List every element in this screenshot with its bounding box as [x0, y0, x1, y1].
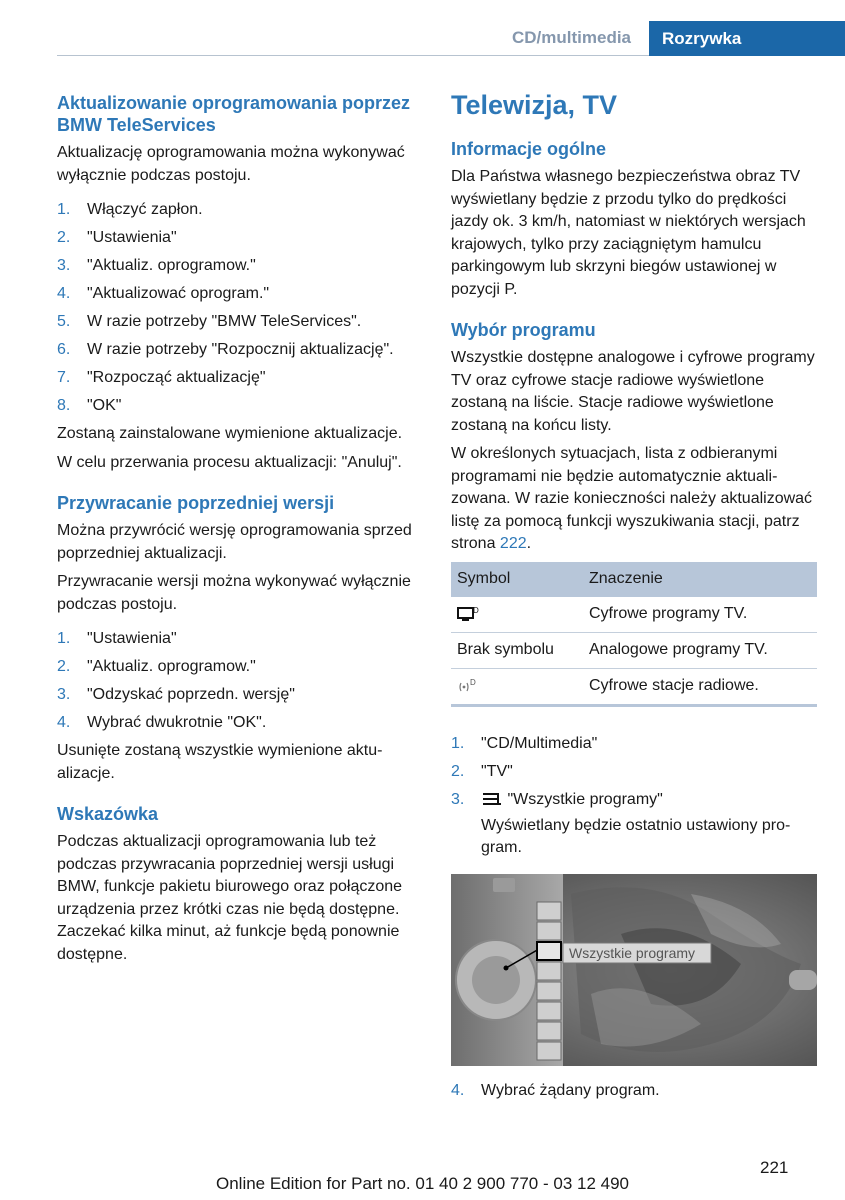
- list-item: 3. "Wszystkie programy": [451, 790, 663, 808]
- list-item: 3. "Aktualiz. oprogramow.": [57, 257, 256, 274]
- section-title-note: Wskazówka: [57, 804, 159, 824]
- list-icon: [481, 791, 503, 807]
- list-item: 4. Wybrać dwukrotnie "OK".: [57, 714, 267, 731]
- page-link[interactable]: 222: [499, 535, 527, 552]
- idrive-screen-image: [451, 874, 817, 1066]
- list-item: 6. W razie potrzeby "Rozpocznij aktualizację".: [57, 341, 394, 358]
- step-note: Wyświetlany będzie ostatnio ustawiony program.: [481, 816, 791, 856]
- header-section: CD/multimedia: [511, 28, 632, 47]
- paragraph: Podczas aktualizacji oprogramowania lub też podczas przywracania poprzedniej wersji usługi BMW, funkcje pakietu biurowego oraz połączone urządzenia przez krótki czas nie będą dostępne. Zaczekać kilka minut, aż funkcje będą ponownie dostępne.: [57, 833, 403, 963]
- list-item: 2. "Ustawienia": [57, 229, 177, 246]
- digital-tv-icon: [457, 605, 481, 623]
- table-row: D Cyfrowe stacje radiowe.: [451, 668, 817, 705]
- section-title-program-select: Wybór programu: [451, 320, 596, 340]
- list-item: 2. "Aktualiz. oprogramow.": [57, 658, 256, 675]
- paragraph: Można przywrócić wersję oprogramowania sprzed poprzedniej aktualizacji.: [57, 522, 412, 562]
- list-item: 3. "Odzyskać poprzedn. wersję": [57, 686, 295, 703]
- paragraph: Przywracanie wersji można wykonywać wyłącznie podczas postoju.: [57, 573, 411, 613]
- edition-footer: Online Edition for Part no. 01 40 2 900 770 - 03 12 490: [215, 1174, 629, 1193]
- svg-text:D: D: [470, 677, 476, 687]
- left-column: [57, 88, 423, 966]
- list-item: 1. "Ustawienia": [57, 630, 177, 647]
- svg-text:D: D: [473, 605, 479, 615]
- list-item: 8. "OK": [57, 397, 122, 414]
- table-row: D Cyfrowe programy TV.: [451, 597, 817, 633]
- list-item: 1. Włączyć zapłon.: [57, 201, 203, 218]
- list-item: 4. "Aktualizować oprogram.": [57, 285, 270, 302]
- paragraph: Dla Państwa własnego bezpieczeństwa obraz TV wyświetlany będzie z przodu tylko do prędkości jazdy ok. 3 km/h, natomiast w niektórych wersjach krajowych, tylko przy zaciągniętym hamulcu parkingowym lub skrzyni biegów ustawionej w pozycji P.: [451, 168, 806, 298]
- paragraph: Zostaną zainstalowane wymienione aktualizacje.: [57, 425, 403, 442]
- list-item: 2. "TV": [451, 762, 513, 780]
- table-header: Znaczenie: [583, 562, 817, 597]
- step-list-tv: [451, 733, 819, 812]
- step-list-restore: [57, 628, 423, 735]
- paragraph: Usunięte zostaną wszystkie wymienione aktualizacje.: [57, 742, 383, 782]
- list-item: 7. "Rozpocząć aktualizację": [57, 369, 266, 386]
- step-list-update: [57, 199, 423, 418]
- step-list-tv-final: [451, 1080, 819, 1103]
- header-rule: [57, 55, 649, 56]
- paragraph: W określonych sytuacjach, lista z odbieranymi programami nie będzie automatycznie aktualizowana. W razie konieczności należy aktualizować listę za pomocą funkcji wyszukiwania stacji, patrz strona 222.: [451, 445, 813, 552]
- paragraph: Aktualizację oprogramowania można wykonywać wyłącznie podczas postoju.: [57, 144, 405, 184]
- digital-radio-icon: [457, 677, 481, 695]
- section-title-general: Informacje ogólne: [451, 139, 607, 159]
- paragraph: W celu przerwania procesu aktualizacji: "Anuluj".: [57, 453, 402, 471]
- page-title: Telewizja, TV: [451, 90, 618, 120]
- symbol-table: [451, 562, 817, 707]
- section-title-teleservices: Aktualizowanie oprogramowania poprzez BMW TeleServices: [57, 93, 411, 135]
- page-number: 221: [760, 1158, 789, 1177]
- right-column: [451, 88, 819, 1108]
- table-row: Brak symbolu Analogowe programy TV.: [451, 632, 817, 668]
- table-header: Symbol: [451, 562, 583, 597]
- list-item: 4. Wybrać żądany program.: [451, 1081, 660, 1099]
- section-title-restore: Przywracanie poprzedniej wersji: [57, 493, 335, 513]
- paragraph: Wszystkie dostępne analogowe i cyfrowe programy TV oraz cyfrowe stacje radiowe wyświetlone zostaną na liście. Stacje radiowe wyświetlone zostaną na końcu listy.: [451, 349, 815, 434]
- screen-illustration: [451, 874, 817, 1066]
- screen-menu-label: Wszystkie programy: [569, 944, 696, 961]
- header-chapter-tab: Rozrywka: [649, 21, 845, 56]
- list-item: 1. "CD/Multimedia": [451, 734, 598, 752]
- list-item: 5. W razie potrzeby "BMW TeleServices".: [57, 313, 362, 330]
